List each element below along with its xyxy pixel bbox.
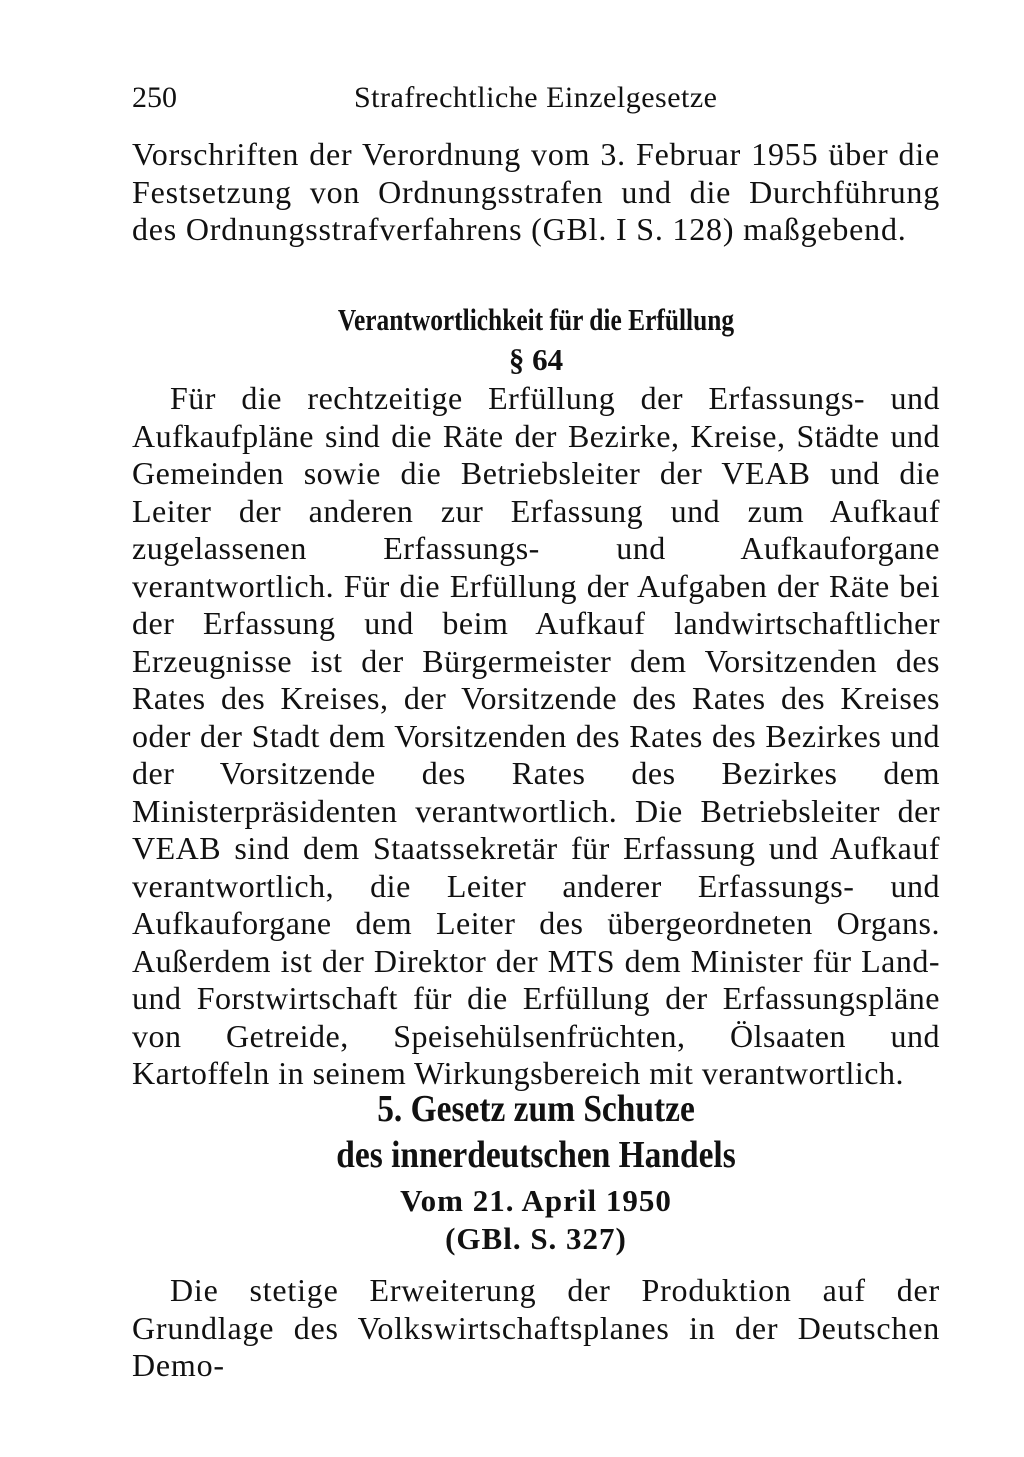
running-title: Strafrechtliche Einzelgesetze: [354, 81, 718, 114]
paragraph-continuation: Vorschriften der Verordnung vom 3. Februar 1955 über die Festsetzung von Ordnungsstrafen und die Durchführung des Ordnungsstrafverfahrens (GBl. I S. 128) maßgebend.: [132, 136, 940, 247]
page-number: 250: [132, 81, 177, 114]
law-date: Vom 21. April 1950: [400, 1183, 672, 1218]
law-title-line-1: 5. Gesetz zum Schutze: [377, 1088, 695, 1130]
section-paragraph: Für die rechtzeitige Erfüllung der Erfassungs- und Aufkaufpläne sind die Räte der Bezirke, Kreise, Städte und Gemeinden sowie die Betriebsleiter der VEAB und die Leiter der anderen zur Erfassung und zum Aufkauf zugelassenen Erfassungs- und Aufkauforgane verantwortlich. Für die Erfüllung der Aufgaben der Räte bei der Erfassung und beim Aufkauf landwirtschaftlicher Erzeugnisse ist der Bürgermeister dem Vorsitzenden des Rates des Kreises, der Vorsitzende des Rates des Kreises oder der Stadt dem Vorsitzenden des Rates des Bezirkes und der Vorsitzende des Rates des Bezirkes dem Ministerpräsidenten verantwortlich. Die Betriebsleiter der VEAB sind dem Staatssekretär für Erfassung und Aufkauf verantwortlich, die Leiter anderer Erfassungs- und Aufkauforgane dem Leiter des übergeordneten Organs. Außerdem ist der Direktor der MTS dem Minister für Land- und Forstwirtschaft für die Erfüllung der Erfassungspläne von Getreide, Speisehülsenfrüchten, Ölsaaten und Kartoffeln in seinem Wirkungsbereich mit verantwortlich.: [132, 380, 940, 1091]
running-head: [128, 78, 940, 118]
section-heading: Verantwortlichkeit für die Erfüllung: [337, 302, 735, 337]
law-title-line-2: des innerdeutschen Handels: [336, 1134, 736, 1176]
law-source: (GBl. S. 327): [445, 1221, 627, 1256]
law-intro-paragraph: Die stetige Erweiterung der Produktion auf der Grundlage des Volkswirtschaftsplanes in der Deutschen Demo-: [132, 1272, 940, 1383]
paragraph-number: § 64: [508, 342, 564, 377]
